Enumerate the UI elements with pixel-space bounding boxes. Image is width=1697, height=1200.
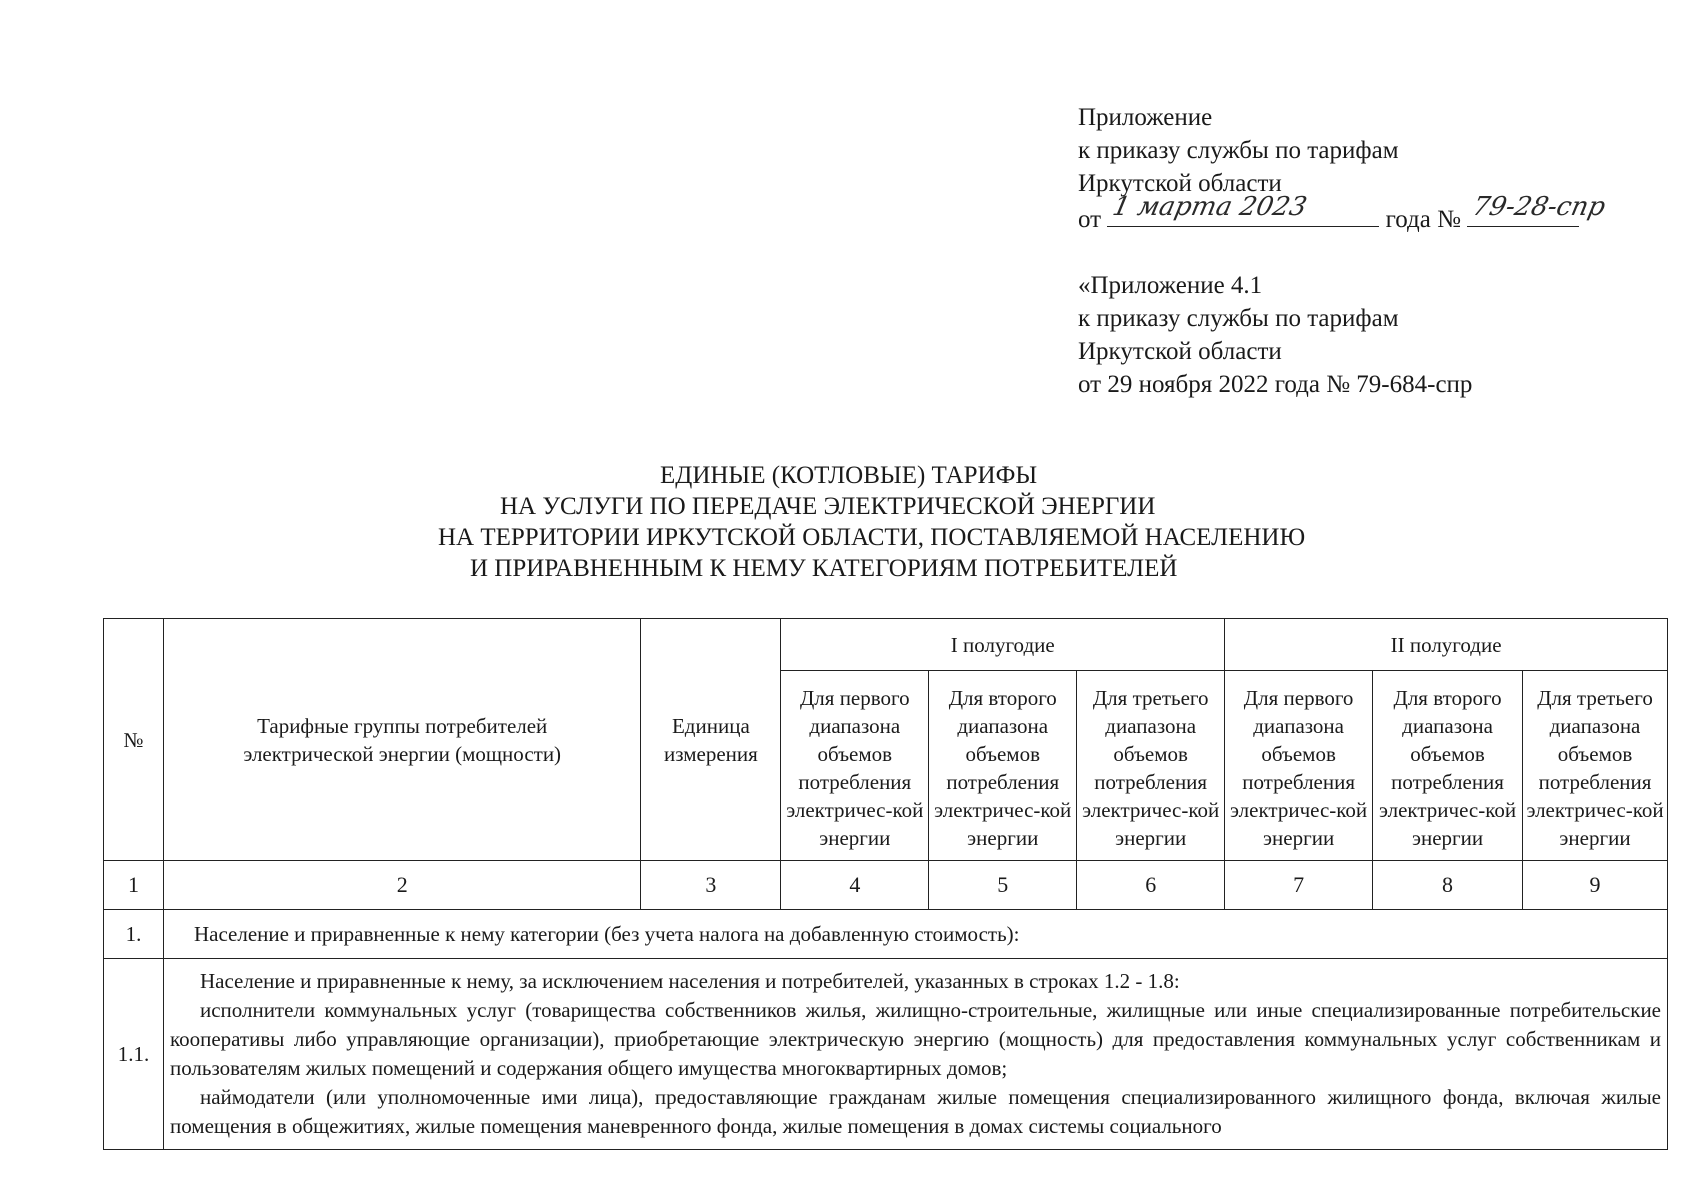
column-number: 5 (929, 861, 1077, 910)
table-row (104, 910, 1668, 959)
row-paragraph: Население и приравненные к нему, за исключением населения и потребителей, указанных в строках 1.2 - 1.8: (199, 969, 1180, 993)
header-range-cell: Для второго диапазона объемов потребления электричес-кой энергии (1373, 671, 1523, 861)
prior-line: к приказу службы по тарифам (1078, 305, 1399, 332)
order-date-line (1078, 192, 1609, 236)
row-number: 1. (104, 910, 164, 959)
column-number: 9 (1523, 861, 1668, 910)
column-number: 4 (781, 861, 929, 910)
column-number: 6 (1077, 861, 1225, 910)
row-description (163, 959, 1667, 1150)
date-fill-line (1107, 192, 1379, 227)
header-range-cell: Для первого диапазона объемов потребления электричес-кой энергии (781, 671, 929, 861)
title-line: ЕДИНЫЕ (КОТЛОВЫЕ) ТАРИФЫ (660, 462, 1038, 489)
column-number: 2 (163, 861, 640, 910)
from-prefix: от (1078, 206, 1102, 233)
handwritten-date: 1 марта 2023 (1110, 192, 1310, 222)
header-range-cell: Для второго диапазона объемов потребления электричес-кой энергии (929, 671, 1077, 861)
column-number-row (104, 861, 1668, 910)
header-number: № (104, 619, 164, 861)
appendix-line: Иркутской области (1078, 170, 1282, 197)
title-line: И ПРИРАВНЕННЫМ К НЕМУ КАТЕГОРИЯМ ПОТРЕБИТЕЛЕЙ (470, 555, 1178, 582)
year-number-label: года № (1385, 206, 1461, 233)
prior-appendix-block (1078, 269, 1579, 401)
column-number: 1 (104, 861, 164, 910)
title-line: НА ТЕРРИТОРИИ ИРКУТСКОЙ ОБЛАСТИ, ПОСТАВЛЯЕМОЙ НАСЕЛЕНИЮ (438, 524, 1306, 551)
appendix-line: к приказу службы по тарифам (1078, 137, 1399, 164)
column-number: 8 (1373, 861, 1523, 910)
prior-line: Иркутской области (1078, 338, 1282, 365)
tariff-table (103, 618, 1668, 1150)
header-unit: Единица измерения (641, 619, 781, 861)
header-range-cell: Для третьего диапазона объемов потребления электричес-кой энергии (1077, 671, 1225, 861)
handwritten-number: 79-28-спр (1470, 192, 1609, 222)
number-fill-line (1467, 192, 1609, 227)
prior-line: от 29 ноября 2022 года № 79-684-спр (1078, 371, 1473, 398)
prior-line: «Приложение 4.1 (1078, 272, 1263, 299)
row-paragraph: исполнители коммунальных услуг (товарищества собственников жилья, жилищно-строительные, жилищные или иные специализированные потребительские кооперативы либо управляющие организации), приобретающие электрическую энергию (мощность) для предоставления коммунальных услуг собственникам и пользователям жилых помещений и содержания общего имущества многоквартирных домов; (169, 998, 1661, 1080)
header-consumer-groups: Тарифные группы потребителей электрической энергии (мощности) (163, 619, 640, 861)
row-number: 1.1. (104, 959, 164, 1150)
header-range-cell: Для третьего диапазона объемов потребления электричес-кой энергии (1523, 671, 1668, 861)
document-title (400, 460, 1450, 584)
table-row (104, 959, 1668, 1150)
title-line: НА УСЛУГИ ПО ПЕРЕДАЧЕ ЭЛЕКТРИЧЕСКОЙ ЭНЕРГИИ (500, 493, 1156, 520)
column-number: 3 (641, 861, 781, 910)
column-number: 7 (1225, 861, 1373, 910)
header-half-2: II полугодие (1225, 619, 1668, 671)
header-range-cell: Для первого диапазона объемов потребления электричес-кой энергии (1225, 671, 1373, 861)
row-paragraph: наймодатели (или уполномоченные ими лица), предоставляющие гражданам жилые помещения специализированного жилищного фонда, включая жилые помещения в общежитиях, жилые помещения маневренного фонда, жилые помещения в домах системы социального (169, 1085, 1661, 1138)
header-half-1: I полугодие (781, 619, 1225, 671)
appendix-line: Приложение (1078, 104, 1213, 131)
row-section-title: Население и приравненные к нему категории (без учета налога на добавленную стоимость): (163, 910, 1667, 959)
appendix-header (1078, 101, 1609, 401)
